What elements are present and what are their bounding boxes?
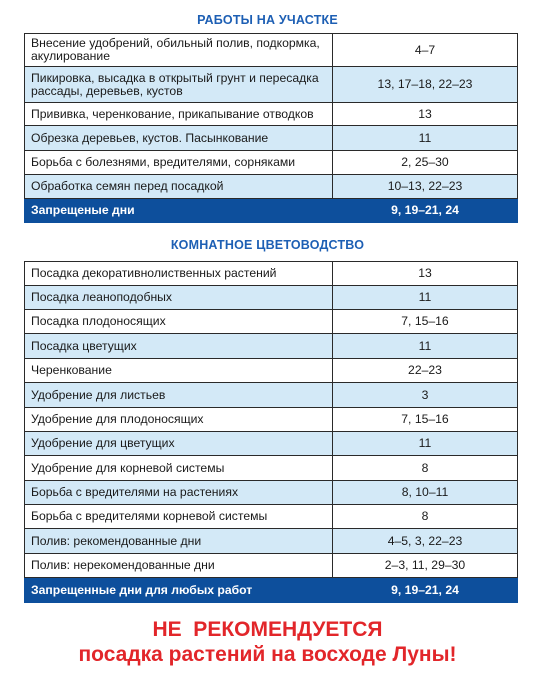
- table-row: [25, 34, 518, 67]
- garden-table: [24, 33, 518, 223]
- table-row: [25, 529, 518, 554]
- task-cell: Посадка леаноподобных: [25, 286, 333, 310]
- days-cell: 13: [333, 103, 518, 126]
- table-row: [25, 383, 518, 408]
- days-cell: 7, 15–16: [333, 408, 518, 432]
- table-row: [25, 359, 518, 383]
- task-cell: Удобрение для корневой системы: [25, 456, 333, 481]
- table-row: [25, 408, 518, 432]
- days-cell: 11: [333, 432, 518, 456]
- garden-section-title: РАБОТЫ НА УЧАСТКЕ: [197, 13, 338, 27]
- task-cell: Борьба с болезнями, вредителями, сорняками: [25, 151, 333, 175]
- task-cell: Борьба с вредителями корневой системы: [25, 505, 333, 529]
- forbidden-days-row: [25, 199, 518, 223]
- table-row: [25, 554, 518, 578]
- task-cell: Удобрение для листьев: [25, 383, 333, 408]
- days-cell: 2–3, 11, 29–30: [333, 554, 518, 578]
- table-row: [25, 432, 518, 456]
- forbidden-label: Запрещеные дни: [25, 199, 333, 223]
- table-row: [25, 151, 518, 175]
- indoor-section-title: КОМНАТНОЕ ЦВЕТОВОДСТВО: [170, 238, 365, 252]
- task-cell: Обрезка деревьев, кустов. Пасынкование: [25, 126, 333, 151]
- task-cell: Посадка плодоносящих: [25, 310, 333, 334]
- days-cell: 11: [333, 126, 518, 151]
- table-row: [25, 262, 518, 286]
- table-row: [25, 126, 518, 151]
- days-cell: 13, 17–18, 22–23: [333, 67, 518, 103]
- task-cell: Пикировка, высадка в открытый грунт и пересадка рассады, деревьев, кустов: [25, 67, 333, 103]
- task-cell: Полив: нерекомендованные дни: [25, 554, 333, 578]
- days-cell: 10–13, 22–23: [333, 175, 518, 199]
- task-cell: Прививка, черенкование, прикапывание отводков: [25, 103, 333, 126]
- days-cell: 4–5, 3, 22–23: [333, 529, 518, 554]
- table-row: [25, 456, 518, 481]
- task-cell: Удобрение для плодоносящих: [25, 408, 333, 432]
- table-row: [25, 481, 518, 505]
- warning-heading: НЕ РЕКОМЕНДУЕТСЯ: [152, 618, 383, 641]
- days-cell: 2, 25–30: [333, 151, 518, 175]
- days-cell: 22–23: [333, 359, 518, 383]
- task-cell: Внесение удобрений, обильный полив, подкормка, акулирование: [25, 34, 333, 67]
- table-row: [25, 286, 518, 310]
- warning-text: посадка растений на восходе Луны!: [78, 643, 457, 666]
- indoor-table: [24, 261, 518, 603]
- table-row: [25, 334, 518, 359]
- days-cell: 8: [333, 505, 518, 529]
- task-cell: Обработка семян перед посадкой: [25, 175, 333, 199]
- days-cell: 11: [333, 286, 518, 310]
- days-cell: 4–7: [333, 34, 518, 67]
- forbidden-days: 9, 19–21, 24: [333, 199, 518, 223]
- forbidden-days: 9, 19–21, 24: [333, 578, 518, 603]
- table-row: [25, 67, 518, 103]
- table-row: [25, 505, 518, 529]
- days-cell: 13: [333, 262, 518, 286]
- task-cell: Черенкование: [25, 359, 333, 383]
- days-cell: 8, 10–11: [333, 481, 518, 505]
- table-row: [25, 103, 518, 126]
- forbidden-days-row: [25, 578, 518, 603]
- table-row: [25, 310, 518, 334]
- task-cell: Полив: рекомендованные дни: [25, 529, 333, 554]
- forbidden-label: Запрещенные дни для любых работ: [25, 578, 333, 603]
- task-cell: Удобрение для цветущих: [25, 432, 333, 456]
- task-cell: Посадка цветущих: [25, 334, 333, 359]
- task-cell: Борьба с вредителями на растениях: [25, 481, 333, 505]
- days-cell: 3: [333, 383, 518, 408]
- days-cell: 7, 15–16: [333, 310, 518, 334]
- task-cell: Посадка декоративнолиственных растений: [25, 262, 333, 286]
- days-cell: 11: [333, 334, 518, 359]
- table-row: [25, 175, 518, 199]
- days-cell: 8: [333, 456, 518, 481]
